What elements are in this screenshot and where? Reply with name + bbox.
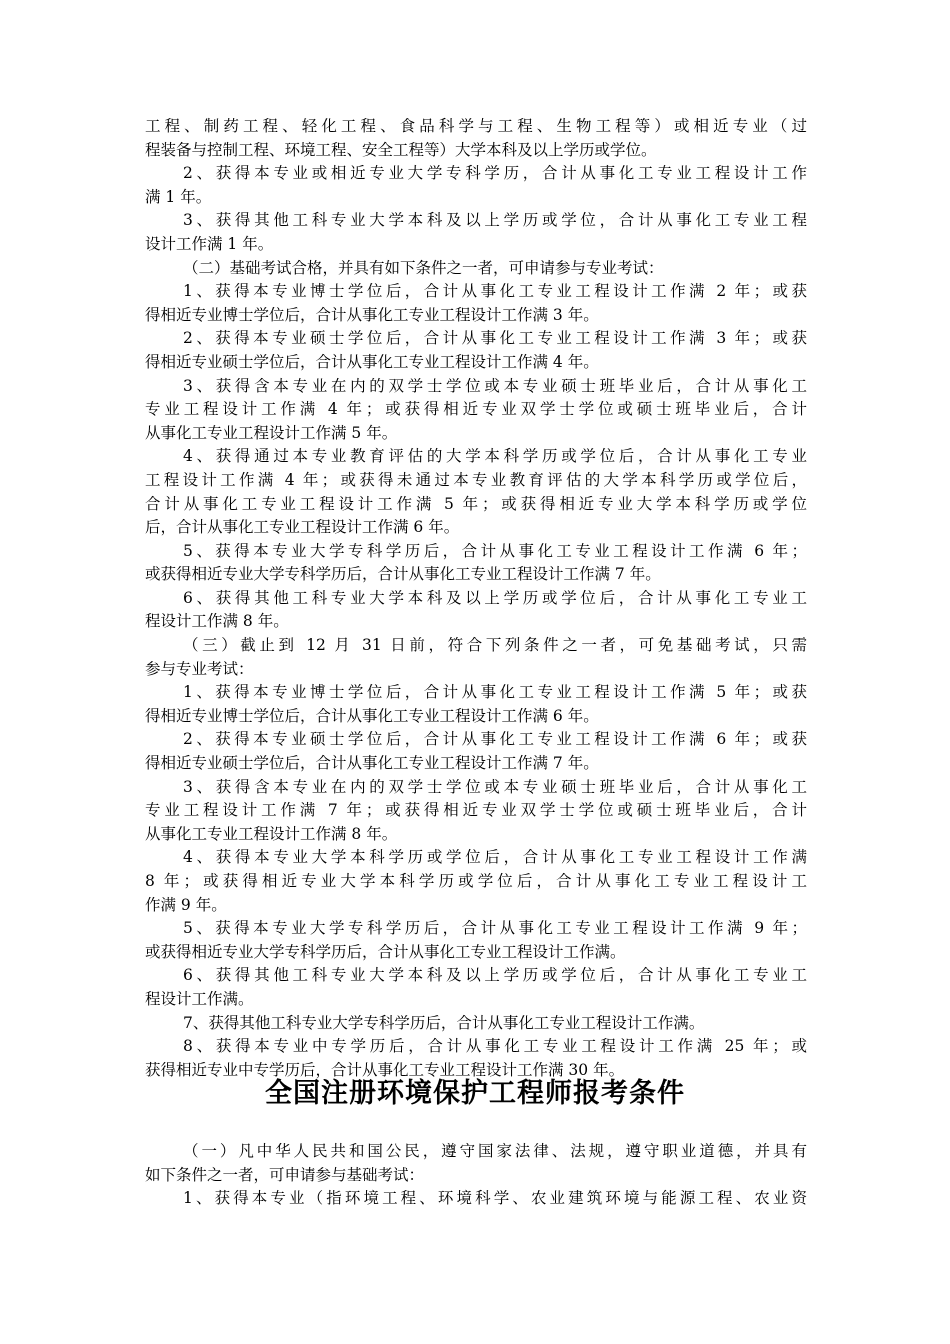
text-line: 6、获得其他工科专业大学本科及以上学历或学位后，合计从事化工专业工 [183,966,807,985]
text-line: （一）凡中华人民共和国公民，遵守国家法律、法规，遵守职业道德，并具有 [183,1142,807,1160]
text-line: 8 年；或获得相近专业大学本科学历或学位后，合计从事化工专业工程设计工 [145,872,807,890]
text-line: 工程设计工作满 4 年；或获得未通过本专业教育评估的大学本科学历或学位后， [145,470,807,489]
text-line: 获得相近专业中专学历后，合计从事化工专业工程设计工作满 30 年。 [145,1060,625,1079]
text-line: 得相近专业硕士学位后，合计从事化工专业工程设计工作满 4 年。 [145,352,599,371]
text-line: 满 1 年。 [145,187,212,206]
text-line: 2、获得本专业硕士学位后，合计从事化工专业工程设计工作满 3 年；或获 [183,329,807,348]
text-line: 合计从事化工专业工程设计工作满 5 年；或获得相近专业大学本科学历或学位 [145,494,807,513]
text-line: 工程、制药工程、轻化工程、食品科学与工程、生物工程等）或相近专业（过 [145,117,807,135]
text-line: 从事化工专业工程设计工作满 8 年。 [145,824,398,843]
text-line: 或获得相近专业大学专科学历后，合计从事化工专业工程设计工作满。 [145,942,626,961]
text-line: 2、获得本专业或相近专业大学专科学历，合计从事化工专业工程设计工作 [183,164,807,183]
text-line: 1、获得本专业（指环境工程、环境科学、农业建筑环境与能源工程、农业资 [183,1189,807,1208]
text-line: 程设计工作满。 [145,989,254,1008]
text-line: 6、获得其他工科专业大学本科及以上学历或学位后，合计从事化工专业工 [183,588,807,607]
text-line: 程设计工作满 8 年。 [145,612,289,631]
text-line: 设计工作满 1 年。 [145,234,274,253]
text-line: 1、获得本专业博士学位后，合计从事化工专业工程设计工作满 5 年；或获 [183,683,807,702]
text-line: 5、获得本专业大学专科学历后，合计从事化工专业工程设计工作满 9 年； [183,919,807,938]
text-line: （二）基础考试合格，并具有如下条件之一者，可申请参与专业考试： [183,258,664,277]
text-line: 4、获得本专业大学本科学历或学位后，合计从事化工专业工程设计工作满 [183,848,807,867]
text-line: 后，合计从事化工专业工程设计工作满 6 年。 [145,518,460,537]
text-line: 4、获得通过本专业教育评估的大学本科学历或学位后，合计从事化工专业 [183,447,807,466]
text-line: 专业工程设计工作满 4 年；或获得相近专业双学士学位或硕士班毕业后，合计 [145,400,807,419]
text-line: 程装备与控制工程、环境工程、安全工程等）大学本科及以上学历或学位。 [145,140,657,159]
text-line: 3、获得含本专业在内的双学士学位或本专业硕士班毕业后，合计从事化工 [183,376,807,395]
text-line: （三）截止到 12 月 31 日前，符合下列条件之一者，可免基础考试，只需 [183,636,807,655]
text-line: 3、获得含本专业在内的双学士学位或本专业硕士班毕业后，合计从事化工 [183,777,807,796]
text-line: 或获得相近专业大学专科学历后，合计从事化工专业工程设计工作满 7 年。 [145,565,661,584]
section-heading: 全国注册环境保护工程师报考条件 [265,1078,685,1109]
text-line: 3、获得其他工科专业大学本科及以上学历或学位，合计从事化工专业工程 [183,211,807,230]
body-text-section-b [145,1140,807,1211]
text-line: 得相近专业博士学位后，合计从事化工专业工程设计工作满 6 年。 [145,706,599,725]
text-line: 得相近专业博士学位后，合计从事化工专业工程设计工作满 3 年。 [145,305,599,324]
text-line: 专业工程设计工作满 7 年；或获得相近专业双学士学位或硕士班毕业后，合计 [145,801,807,820]
text-line: 8、获得本专业中专学历后，合计从事化工专业工程设计工作满 25 年；或 [183,1037,807,1056]
text-line: 从事化工专业工程设计工作满 5 年。 [145,423,398,442]
text-line: 得相近专业硕士学位后，合计从事化工专业工程设计工作满 7 年。 [145,754,599,773]
text-line: 2、获得本专业硕士学位后，合计从事化工专业工程设计工作满 6 年；或获 [183,730,807,749]
text-line: 参与专业考试： [145,659,254,678]
text-line: 作满 9 年。 [145,895,227,914]
text-line: 7、获得其他工科专业大学专科学历后，合计从事化工专业工程设计工作满。 [183,1013,705,1032]
text-line: 5、获得本专业大学专科学历后，合计从事化工专业工程设计工作满 6 年； [183,541,807,560]
text-line: 1、获得本专业博士学位后，合计从事化工专业工程设计工作满 2 年；或获 [183,282,807,301]
body-text-section-a [145,115,807,1082]
text-line: 如下条件之一者，可申请参与基础考试： [145,1165,425,1184]
